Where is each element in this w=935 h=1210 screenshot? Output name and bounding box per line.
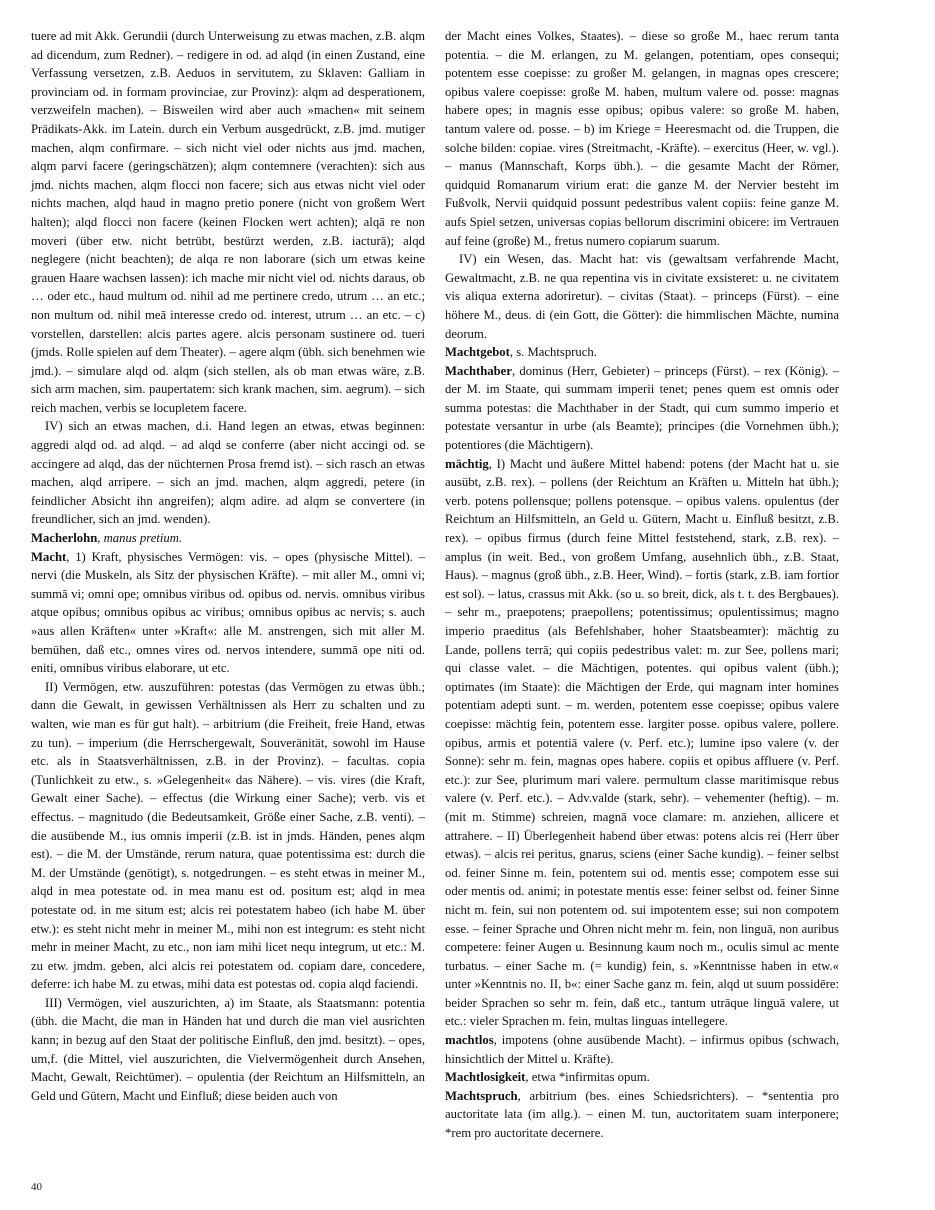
entry-paragraph: IV) ein Wesen, das. Macht hat: vis (gewaltsam verfahrende Macht, Gewaltmacht, z.B. ne qua repentina vis in civitate exsisteret: u. ne civitatem vis aliqua externa adoriretur). – civitas (Staat). – princeps (Fürst). – eine höhere M., deus. di (ein Gott, die Götter): die himmlischen Mächte, numina deorum. (445, 252, 839, 341)
headword: machtlos (445, 1033, 494, 1048)
headword: Macherlohn (31, 531, 98, 546)
entry-body: , manus pretium. (97, 531, 183, 546)
page-number: 40 (31, 1181, 42, 1193)
entry-machthaber (445, 362, 839, 455)
entry-maechtig (445, 455, 839, 1031)
headword: Machtlosigkeit (445, 1070, 526, 1085)
entry-paragraph: tuere ad mit Akk. Gerundii (durch Unterweisung zu etwas machen, z.B. alqm ad dicendum, zum Redner). – redigere in od. ad alqd (in einen Zustand, eine Verfassung versetzen, z.B. Aeduos in servitutem, zu Sklaven: Galliam in provinciam od. in formam provinciae, zur Provinz): alqm ad desperationem, verzweifeln machen). – Bisweilen wird aber auch »machen« mit seinem Prädikats-Akk. im Latein. durch ein Verbum ausgedrückt, z.B. jmd. mutiger machen, alqm confirmare. – sich nicht viel oder nichts aus jmd. machen, alqm parvi facere (geringschätzen); alqm contemnere (verachten): sich aus jmd. nichts machen, alqm flocci non facere; sich aus etwas nicht viel oder nichts machen, alqd haud in magno pretio ponere (nicht von großem Wert halten); alqd flocci non facere (keinen Flocken wert achten); alqā re non moveri (über etw. nicht betrübt, bestürzt werden, z.B. iacturā); alqd neglegere (nicht beachten); de alqa re non laborare (sich um etwas keine grauen Haare wachsen lassen): ich mache mir nicht viel od. nichts daraus, ob … oder etc., haud multum od. nihil ad me pertinere credo, utrum … an etc.; non multum od. nihil meā interesse credo od. interest, utrum … an etc. – c) vorstellen, darstellen: alcis partes agere. alcis personam sustinere od. tueri (jmds. Rolle spielen auf dem Theater). – agere alqm (übh. sich benehmen wie jmd.). – simulare alqd od. alqm (sich stellen, als ob man etwas wäre, z.B. sich arm machen, sim. paupertatem: sich krank machen, sim. aegrum). – sich reich machen, verbis se locupletem facere. (31, 29, 426, 415)
headword: Machtgebot (445, 345, 510, 360)
entry-body: , I) Macht und äußere Mittel habend: potens (der Macht hat u. sie ausübt, z.B. rex). – pollens (der Reichtum an Kräften u. Mitteln hat übh.); verb. potens pollensque; pollens potensque. – opibus valens. opulentus (der Reichtum an Hilfsmitteln, an Geld u. Gütern, Macht u. Einfluß besitzt, z.B. rex). – opibus firmus (durch feine Mittel feststehend, stark, z.B. rex). – amplus (in weit. Bed., von großem Umfang, ausehnlich übh., z.B. Staat, Haus). – magnus (groß übh., z.B. Heer, Wind). – fortis (stark, z.B. iam fortior est sol). – latus, crassus mit Akk. (so u. so breit, dick, als t. t. des Bergbaues). – sehr m., praepotens; praepollens; potentissimus; opulentissimus; magno imperio praeditus (als Befehlshaber, hoher Staatsbeamter): mächtig zu Lande, pollens terrā; qui copiis pedestribus valet: m. zur See, pollens mari; qui classe valet. – die Mächtigen, potentes. qui opibus valent (übh.); optimates (im Staate): die Mächtigen der Erde, qui magnam inter homines potentiam adepti sunt. – m. werden, potentem esse coepisse; opibus valere coepisse: mächtig fein, potentem esse. largiter posse. opibus valere, pollere. opibus, armis et potentiā valere (v. Perf. etc.); lumine ipso valere (v. der Sonne): sehr m. fein, magnas opes habere. copiis et opibus affluere (v. Perf. etc.): zur See, plurimum mari valere. permultum classe maritimisque rebus valere (v. Perf. etc.). – Adv.valde (stark, sehr). – vehementer (heftig). – m. (mit m. Stimme) schreien, magnā voce clamare: m. anziehen, allicere et attrahere. – II) Überlegenheit habend über etwas: potens alcis rei (Herr über etwas). – alcis rei peritus, gnarus, sciens (einer Sache kundig). – feiner selbst od. feiner Sinne m. fein, potentem sui od. mentis esse; compotem esse sui oder mentis od. animi; in potestate mentis esse: feiner selbst od. feiner Sinne nicht m. fein, sui non potentem od. sui impotentem esse; sui non compotem esse. – feiner Sprache und Ohren nicht mehr m. fein, non linguā, non auribus competere: feiner Augen u. Besinnung kaum noch m., oculis simul ac mente turbatus. – einer Sache m. (= kundig) fein, s. »Kenntnisse haben in etw.« unter »Kenntnis no. II, b«: einer Sache ganz m. fein, alqd ut suum possidēre: beider Sprachen so sehr m. fein, daß etc., tantum utrāque linguā valere, ut etc.: vieler Sprachen m. fein, multas linguas intellegere. (445, 456, 839, 1029)
entry-machtlosigkeit (445, 1068, 839, 1087)
entry-paragraph: III) Vermögen, viel auszurichten, a) im Staate, als Staatsmann: potentia (übh. die Macht, die man in Händen hat und durch die man viel ausrichten kann; in bezug auf den Staat der politische Einfluß, den jmd. besitzt). – opes, um,f. (die Mittel, viel auszurichten, die Vielvermögenheit durch Ansehen, Macht, Gewalt, Reichtümer). – opulentia (der Reichtum an Hilfsmitteln, an Geld und Gütern, Macht und Einfluß; diese beiden auch von (31, 995, 425, 1103)
entry-body: , 1) Kraft, physisches Vermögen: vis. – opes (physische Mittel). – nervi (die Muskeln, als Sitz der physischen Kräfte). – mit aller M., omni vi; summā vi; omni ope; omnibus viribus od. opibus od. nervis. omnibus viribus atque opibus; omnibus opibus ac viribus; omnibus opibus ac nervis; s. auch »aus allen Kräften« unter »Kraft«: alle M. anstrengen, sich mit aller M. bemühen, daß etc., omnes vires od. nervos intendere, summā ope niti od. eniti, omnibus viribus elaborare, ut etc. (31, 549, 425, 676)
entry-paragraph: II) Vermögen, etw. auszuführen: potestas (das Vermögen zu etwas übh.; dann die Gewalt, in gewissen Verhältnissen als Herr zu schalten und zu walten, wie man es für gut halt). – arbitrium (die Freiheit, freie Hand, etwas zu tun). – imperium (die Herrschergewalt, Souveränität, sowohl im Hause etc. als in Staatsverhältnissen, z.B. in der Provinz). – facultas. copia (Tunlichkeit zu etw., s. »Gelegenheit« das Nähere). – vis. vires (die Kraft, Gewalt einer Sache). – effectus (die Wirkung einer Sache); verb. vis et effectus. – magnitudo (die Bedeutsamkeit, Größe einer Sache, z.B. venti). – die ausübende M., ius omnis imperii (z.B. ist in jmds. Händen, penes alqm est). – die M. der Umstände, rerum natura, quae potentissima est: durch die M. der Umstände (genötigt), s. notgedrungen. – es steht etwas in meiner M., alqd in mea potestate od. in mea manu est od. positum est; alqd in mea potestate od. in me situm est; alcis rei potestatem habeo (ich habe M. über etw.): es steht nicht mehr in meiner M., mihi non est integrum: es steht nicht mehr in meiner Macht, zu etc., non iam mihi licet nequ integrum, ut etc.: M. zu etw. jmdm. geben, alci alcis rei potestatem od. copiam dare, concedere, deferre: ich habe M. zu etwas, mihi data est potestas od. copia alqd faciendi. (31, 679, 425, 992)
entry-macherlohn (31, 529, 425, 548)
left-column (31, 27, 425, 1105)
entry-machtlos (445, 1031, 839, 1068)
entry-body: , arbitrium (bes. eines Schiedsrichters). – *sententia pro auctoritate lata (im allg.). – einen M. tun, auctoritatem suam interponere; *rem pro auctoritate decernere. (445, 1088, 839, 1141)
entry-paragraph: IV) sich an etwas machen, d.i. Hand legen an etwas, etwas beginnen: aggredi alqd od. ad alqd. – ad alqd se conferre (aber nicht accingi od. se accingere ad alqd, das der nüchternen Prosa fremd ist). – sich rasch an etwas machen, alqd arripere. – sich an jmd. machen, alqm aggredi, petere (in feindlicher Absicht ihn angreifen); alqm adire. ad alqm se convertere (in freundlicher, sich an jmd. wenden). (31, 419, 425, 527)
entry-body: , impotens (ohne ausübende Macht). – infirmus opibus (schwach, hinsichtlich der Mittel u. Kräfte). (445, 1033, 839, 1066)
entry-body: , dominus (Herr, Gebieter) – princeps (Fürst). – rex (König). – der M. im Staate, qui summam imperii tenet; penes quem est omnis oder summa potestas: die Machthaber in der Stadt, qui cum summo imperio et potestate versantur in urbe (als Beamte); principes (die Vornehmen übh.); potentiores (die Mächtigern). (445, 363, 839, 453)
headword: Macht (31, 549, 67, 564)
headword: Machthaber (445, 363, 512, 378)
headword: Machtspruch (445, 1088, 518, 1103)
entry-macht (31, 548, 425, 678)
entry-machtspruch (445, 1087, 839, 1143)
entry-body: , etwa *infirmitas opum. (525, 1070, 650, 1085)
right-column (445, 27, 839, 1143)
entry-body: , s. Machtspruch. (509, 345, 597, 360)
entry-machtgebot (445, 343, 839, 362)
entry-paragraph: der Macht eines Volkes, Staates). – diese so große M., haec rerum tanta potentia. – die M. erlangen, zu M. gelangen, potentiam, opes consequi; potentem esse coepisse: zu großer M. gelangen, in magnas opes crescere; opibus valere coepisse: große M. haben, multum valere od. posse: magnas habere opes; in magnis esse opibus; opibus valere: so große M. haben, tantum valere od. posse. – b) im Kriege = Heeresmacht od. die Truppen, die solche bilden: copiae. vires (Streitmacht, -Kräfte). – exercitus (Heer, w. vgl.). – manus (Mannschaft, Korps übh.). – die gesamte Macht der Römer, quidquid Romanarum virium erat: die ganze M. der Nervier besteht im Fußvolk, Nervii quidquid possunt pedestribus valent copiis: feine ganze M. aufs Spiel setzen, universas copias bellorum discrimini obicere: im Vertrauen auf feine (große) M., fretus numero copiarum suarum. (445, 29, 839, 248)
headword: mächtig (445, 456, 489, 471)
